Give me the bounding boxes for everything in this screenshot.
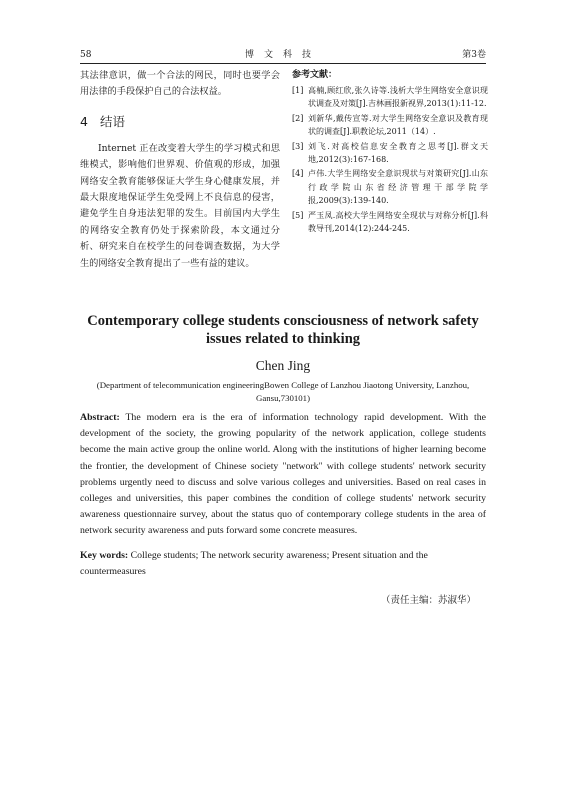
section-heading	[80, 113, 280, 131]
section-number: 4	[80, 113, 88, 129]
affiliation-line: Gansu,730101)	[256, 393, 310, 403]
english-title-line: Contemporary college students consciousness of network safety	[87, 313, 479, 329]
english-author: Chen Jing	[255, 358, 311, 373]
reference-text: 刘新华,戴传宣等.对大学生网络安全意识及教育现状的调查[J].职教论坛,2011（14）.	[308, 113, 488, 137]
reference-number: [2]	[292, 113, 304, 123]
english-abstract	[80, 410, 486, 540]
header-rule	[80, 63, 486, 64]
english-title	[80, 312, 486, 348]
reference-item	[292, 112, 488, 139]
reference-text: 卢伟.大学生网络安全意识现状与对策研究[J].山东行政学院山东省经济管理干部学院学报,2009(3):139-140.	[308, 169, 488, 206]
left-column	[80, 68, 280, 272]
reference-text: 严玉凤.高校大学生网络安全现状与对称分析[J].科教导刊,2014(12):244-245.	[308, 210, 488, 234]
reference-item	[292, 84, 488, 111]
reference-text: 高楠,顾红欣,张久诗等.浅析大学生网络安全意识现状调查及对策[J].吉林画报新视界,2013(1):11-12.	[308, 86, 488, 109]
abstract-label: Abstract:	[80, 412, 120, 423]
reference-number: [3]	[292, 141, 304, 151]
english-title-line: issues related to thinking	[205, 331, 361, 347]
keywords-label: Key words:	[80, 550, 129, 561]
references-heading: 参考文献：	[292, 70, 338, 80]
reference-number: [5]	[292, 210, 304, 220]
conclusion-paragraph: Internet 正在改变着大学生的学习模式和思维模式，影响他们世界观、价值观的形成，加强网络安全教育能够保证大学生身心健康发展，并最大限度地保证学生免受网上不良信息的侵害，避免学生自身违法犯罪的发生。目前国内大学生的网络安全教育仍处于探索阶段，本文通过分析、研究来自在校学生的问卷调查数据，为大学生的网络安全教育提出了一些有益的建议。	[80, 142, 280, 269]
editor-note: （责任主编：苏淑华）	[380, 595, 476, 606]
english-affiliation	[80, 379, 486, 405]
volume-label: 第3卷	[462, 50, 486, 60]
reference-number: [4]	[292, 169, 304, 179]
reference-item	[292, 167, 488, 207]
continuation-paragraph: 其法律意识，做一个合法的网民，同时也要学会用法律的手段保护自己的合法权益。	[80, 70, 280, 98]
reference-text: 刘飞.对高校信息安全教育之思考[J].群文天地,2012(3):167-168.	[308, 141, 488, 165]
keywords-text: College students; The network security awareness; Present situation and the countermeasures	[80, 550, 428, 578]
affiliation-line: (Department of telecommunication engineeringBowen College of Lanzhou Jiaotong University, Lanzhou,	[96, 380, 470, 390]
journal-name: 博文科技	[244, 50, 321, 60]
reference-number: [1]	[292, 86, 304, 95]
running-header	[80, 48, 486, 62]
section-title: 结语	[100, 113, 126, 129]
english-keywords	[80, 548, 486, 580]
reference-item	[292, 140, 488, 167]
page-number: 58	[80, 50, 92, 60]
references-column	[292, 68, 488, 236]
reference-item	[292, 209, 488, 236]
abstract-text: The modern era is the era of information technology rapid development. With the development of the society, the growing popularity of the network application, college students become the main active group the online world. Along with the institutions of higher learning become the frontier, the development of Chinese society "network" with college students' network security problems urgently need to discuss and solve various colleges and universities. Based on real cases in colleges and universities, this paper combines the condition of college students' network security awareness questionnaire survey, about the status quo of contemporary college students in the area of network security awareness and puts forward some concrete measures.	[80, 412, 486, 537]
